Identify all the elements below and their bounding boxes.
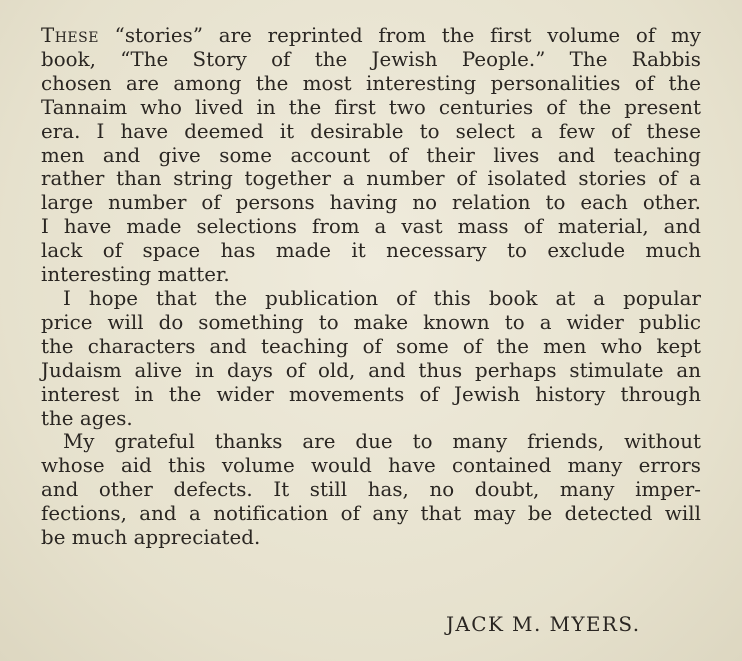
paragraph-1-line-10: lack of space has made it necessary to exclude much <box>41 239 701 263</box>
paragraph-2-line-6: the ages. <box>41 406 133 430</box>
paragraph-3-line-5: be much appreciated. <box>41 526 261 550</box>
paragraph-2-line-2: price will do something to make known to a wider public <box>41 310 701 334</box>
paragraph-1-line-1 <box>41 24 701 48</box>
paragraph-1-line-3: chosen are among the most interesting personalities of the <box>41 71 701 95</box>
paragraph-1-line-9: I have made selections from a vast mass of material, and <box>41 215 701 239</box>
paragraph-2-line-1: I hope that the publication of this book at a popular <box>63 286 701 310</box>
paragraph-1-line-5: era. I have deemed it desirable to select a few of these <box>41 119 701 143</box>
paragraph-1-line-11: interesting matter. <box>41 263 230 287</box>
line-text: “stories” are reprinted from the first volume of my <box>98 24 701 47</box>
paragraph-1-line-7: rather than string together a number of isolated stories of a <box>41 167 701 191</box>
paragraph-3-line-1: My grateful thanks are due to many friends, without <box>63 430 701 454</box>
lead-word: These <box>41 24 99 47</box>
paragraph-3-line-3: and other defects. It still has, no doubt, many imper- <box>41 478 701 502</box>
author-signature: JACK M. MYERS. <box>446 612 641 636</box>
paragraph-1-line-6: men and give some account of their lives and teaching <box>41 143 701 167</box>
paragraph-1-line-4: Tannaim who lived in the first two centuries of the present <box>41 95 701 119</box>
paragraph-1-line-8: large number of persons having no relation to each other. <box>41 191 701 215</box>
paragraph-2-line-4: Judaism alive in days of old, and thus perhaps stimulate an <box>41 358 701 382</box>
paragraph-3-line-4: fections, and a notification of any that may be detected will <box>41 502 701 526</box>
paragraph-3-line-2: whose aid this volume would have contained many errors <box>41 454 701 478</box>
paragraph-2-line-3: the characters and teaching of some of the men who kept <box>41 334 701 358</box>
paragraph-2-line-5: interest in the wider movements of Jewish history through <box>41 382 701 406</box>
preface-text <box>41 24 701 550</box>
paragraph-1-line-2: book, “The Story of the Jewish People.” The Rabbis <box>41 47 701 71</box>
